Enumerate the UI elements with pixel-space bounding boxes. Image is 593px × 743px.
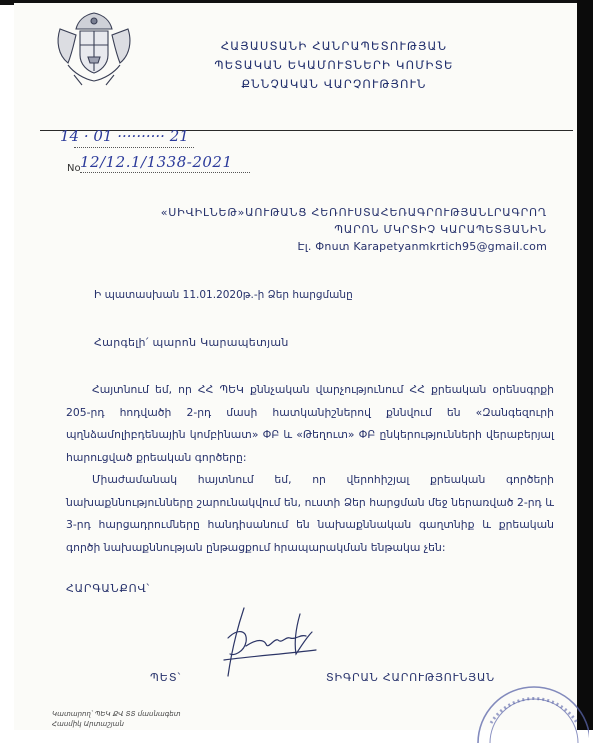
official-seal-icon [469,673,589,743]
addressee-organization: «ՍԻՎԻԼՆԵԹ»ԱՈՒԹԱՆՑ ՀԵՌՈՒՍՏԱՀԵՌԱԳՐՈՒԹՅԱՆԼՐԱԳՐՈՂ [160,206,547,219]
reply-reference: Ի պատասխան 11.01.2020թ.-ի Ձեր հարցմանը [94,289,353,301]
executor-footnote [52,709,181,729]
handwritten-date: 14 · 01 ·········· 21 [60,127,189,145]
signatory-title: ՊԵՏ՝ [150,671,182,684]
scan-right-edge [577,0,593,730]
number-label: No [67,163,81,174]
footnote-line-2: Հասմիկ Արտաշյան [52,720,124,728]
greeting: Հարգելի՛ պարոն Կարապետյան [94,336,289,349]
coat-of-arms-icon [54,9,134,87]
addressee-name: ՊԱՐՈՆ ՄԿՐՏԻՉ ԿԱՐԱՊԵՏՅԱՆԻՆ [334,223,547,236]
number-underline [80,172,250,173]
footnote-line-1: Կատարող՝ ՊԵԿ ՔՎ ՏՏ մասնագետ [52,710,181,718]
date-underline [74,147,194,148]
header-line-department: ՔՆՆՉԱԿԱՆ ՎԱՐՉՈՒԹՅՈՒՆ [241,77,427,91]
letter-body [66,379,554,559]
header-line-committee: ՊԵՏԱԿԱՆ ԵԿԱՄՈՒՏՆԵՐԻ ԿՈՄԻՏԵ [214,58,454,72]
signatory-name: ՏԻԳՐԱՆ ՀԱՐՈՒԹՅՈՒՆՅԱՆ [326,671,496,684]
authority-header [144,37,524,94]
document-page [14,3,577,730]
handwritten-document-number: 12/12.1/1338-2021 [80,153,233,171]
closing-phrase: ՀԱՐԳԱՆՔՈՎ՝ [66,582,150,595]
addressee-email: Էլ. Փոստ Karapetyanmkrtich95@gmail.com [297,240,547,253]
addressee-block [161,204,547,255]
body-paragraph-1: Հայտնում եմ, որ ՀՀ ՊԵԿ քննչական վարչությունում ՀՀ քրեական օրենսգրքի 205-րդ հոդվածի 2-րդ մասի հատկանիշներով քննվում են «Զանգեզուրի պղնձամոլիբդենային կոմբինատ» ՓԲ և «Թեղուտ» ՓԲ ընկերությունների վերաբերյալ հարուցված քրեական գործերը: [66,383,554,464]
body-paragraph-2: Միաժամանակ հայտնում եմ, որ վերոհիշյալ քրեական գործերի նախաքննությունները շարունակվում են, ուստի Ձեր հարցման մեջ ներառված 2-րդ և 3-րդ հարցադրումները հանդիսանում են նախաքննական գաղտնիք և քրեական գործի նախաքննության ընթացքում հրապարակման ենթակա չեն: [66,473,554,554]
header-line-country: ՀԱՅԱՍՏԱՆԻ ՀԱՆՐԱՊԵՏՈՒԹՅԱՆ [220,39,448,53]
handwritten-signature-icon [204,598,334,688]
